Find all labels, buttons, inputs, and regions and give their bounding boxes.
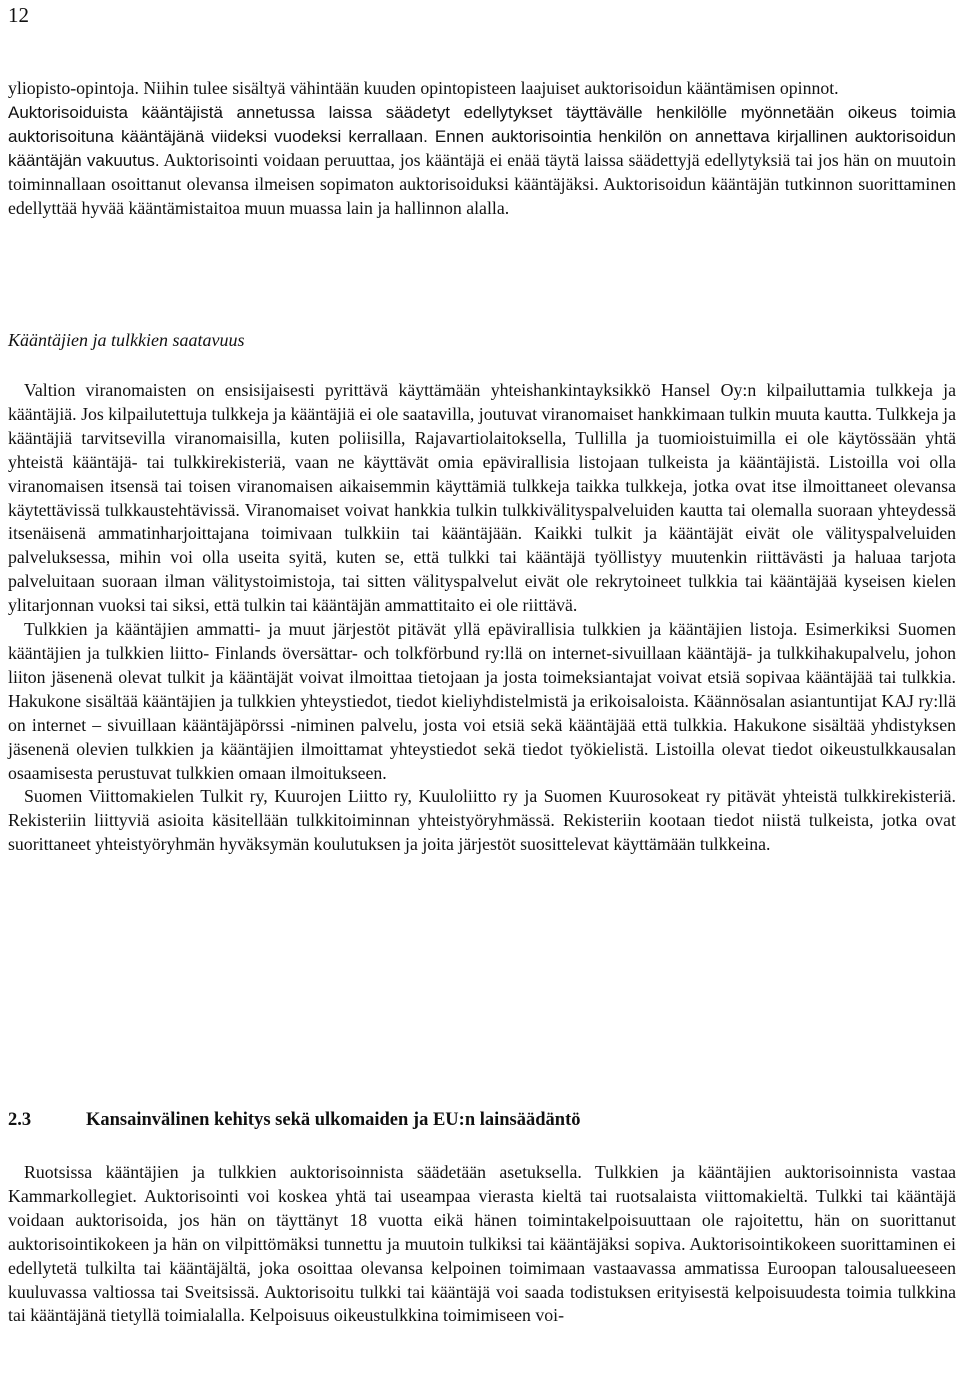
section-number: 2.3 [8, 1110, 32, 1130]
intro-paragraph [8, 77, 956, 220]
intro-serif-text: yliopisto-opintoja. Niihin tulee sisältyä vähintään kuuden opintopisteen laajuiset auktorisoidun kääntämisen opinnot. [8, 78, 839, 98]
intro-sans-text: Auktorisoiduista kääntäjistä annetussa laissa säädetyt edellytykset täyttävälle henkilölle myönnetään oikeus toimia auktorisoituna kääntäjänä viideksi vuodeksi kerrallaan. Ennen auktorisointia henkilön on annettava kirjallinen auktorisoidun kääntäjän vakuutus. [8, 102, 956, 170]
section-title: Kansainvälinen kehitys sekä ulkomaiden ja EU:n lainsäädäntö [86, 1110, 581, 1130]
availability-section-body [8, 379, 956, 857]
section-heading [8, 1110, 581, 1131]
page-number: 12 [8, 3, 29, 27]
paragraph-sweden: Ruotsissa kääntäjien ja tulkkien auktorisoinnista säädetään asetuksella. Tulkkien ja kääntäjien auktorisoinnista vastaa Kammarkollegiet. Auktorisointi voi koskea yhtä tai useampaa vierasta kieltä tai ruotsalaista viittomakieltä. Tulkki tai kääntäjä voidaan auktorisoida, jos hän on täyttänyt 18 vuotta eikä hänen toimintakelpoisuuttaan ole rajoitettu, hän on suorittanut auktorisointikokeen ja hän on vilpittömäksi tunnettu ja muutoin tulkiksi tai kääntäjäksi sopiva. Auktorisointikokeen suorittaminen ei edellytetä tulkilta tai kääntäjältä, joka osoittaa olevansa kelpoinen toimimaan vastaavassa ammatissa Euroopan talousalueeseen kuuluvassa valtiossa tai Sveitsissä. Auktorisoitu tulkki tai kääntäjä voi saada todistuksen erityisestä kelpoisuudesta toimia tulkkina tai kääntäjänä tietyllä toimialalla. Kelpoisuus oikeustulkkina toimimiseen voi- [8, 1162, 956, 1326]
paragraph-availability-1: Valtion viranomaisten on ensisijaisesti pyrittävä käyttämään yhteishankintayksikkö Hansel Oy:n kilpailuttamia tulkkeja ja kääntäjiä. Jos kilpailutettuja tulkkeja ja kääntäjiä ei ole saatavilla, joutuvat viranomaiset hankkimaan tulkin muuta kautta. Tulkkeja ja kääntäjiä tarvitsevilla viranomaisilla, kuten poliisilla, Rajavartiolaitoksella, Tullilla ja tuomioistuimilla ei ole käytössään yhtä yhteistä kääntäjä- tai tulkkirekisteriä, vaan ne käyttävät omia epävirallisia listojaan tulkeista ja kääntäjistä. Listoilla voi olla viranomaisen itsensä tai toisen viranomaisen aikaisemmin käyttämiä tulkkeja taikka tulkkeja, jotka ovat itse ilmoittaneet olevansa käytettävissä tulkkaustehtävissä. Viranomaiset voivat hankkia tulkin tulkkivälityspalveluiden kautta tai olemalla suoraan yhteydessä itsenäisenä ammatinharjoittajana toimivaan tulkkiin tai kääntäjään. Kaikki tulkit ja kääntäjät eivät ole välityspalveluiden palveluksessa, mihin voi olla useita syitä, kuten se, että tulkki tai kääntäjä työllistyy muutenkin riittävästi ja haluaa tarjota palveluitaan suoraan ilman välitystoimistoja, tai sitten välityspalvelut eivät ole rekrytoineet tulkkia tai kääntäjää kyseisen kielen ylitarjonnan vuoksi tai siksi, että tulkin tai kääntäjän ammattitaito ei ole riittävä. [8, 380, 956, 616]
paragraph-availability-2: Tulkkien ja kääntäjien ammatti- ja muut järjestöt pitävät yllä epävirallisia tulkkien ja kääntäjien listoja. Esimerkiksi Suomen kääntäjien ja tulkkien liitto- Finlands översättar- och tolkförbund ry:llä on internet-sivuillaan kääntäjä- ja tulkkihakupalvelu, johon liiton jäsenenä olevat tulkit ja kääntäjät voivat ilmoittaa tietojaan ja josta toimeksiantajat voivat etsiä sopivaa kääntäjää tai tulkkia. Hakukone sisältää kääntäjien ja tulkkien yhteystiedot, tiedot kieliyhdistelmistä ja erikoisaloista. Käännösalan asiantuntijat KAJ ry:llä on internet – sivuillaan kääntäjäpörssi -niminen palvelu, josta voi etsiä sekä kääntäjää että tulkkia. Hakukone sisältää yhdistyksen jäsenenä olevien tulkkien ja kääntäjien ilmoittamat yhteystiedot sekä tiedot työkielistä. Listoilla olevat tiedot oikeustulkkausalan osaamisesta perustuvat tulkkien omaan ilmoitukseen. [8, 619, 956, 783]
intro-serif-text-2: Auktorisointi voidaan peruuttaa, jos kääntäjä ei enää täytä laissa säädettyjä edellytyksiä tai jos hän on muutoin toiminnallaan osoittanut olevansa ilmeisen sopimaton auktorisoiduksi kääntäjäksi. Auktorisoidun kääntäjän tutkinnon suorittaminen edellyttää hyvää kääntämistaitoa muun muassa lain ja hallinnon alalla. [8, 149, 956, 218]
paragraph-availability-3: Suomen Viittomakielen Tulkit ry, Kuurojen Liitto ry, Kuuloliitto ry ja Suomen Kuurosokeat ry pitävät yhteistä tulkkirekisteriä. Rekisteriin liittyviä asioita käsitellään tulkkitoiminnan yhteistyöryhmässä. Rekisteriin kootaan tiedot niistä tulkeista, jotka ovat suorittaneet yhteistyöryhmän hyväksymän koulutuksen ja joita järjestöt suosittelevat käyttämään tulkkeina. [8, 786, 956, 855]
subheading-availability: Kääntäjien ja tulkkien saatavuus [8, 330, 245, 350]
